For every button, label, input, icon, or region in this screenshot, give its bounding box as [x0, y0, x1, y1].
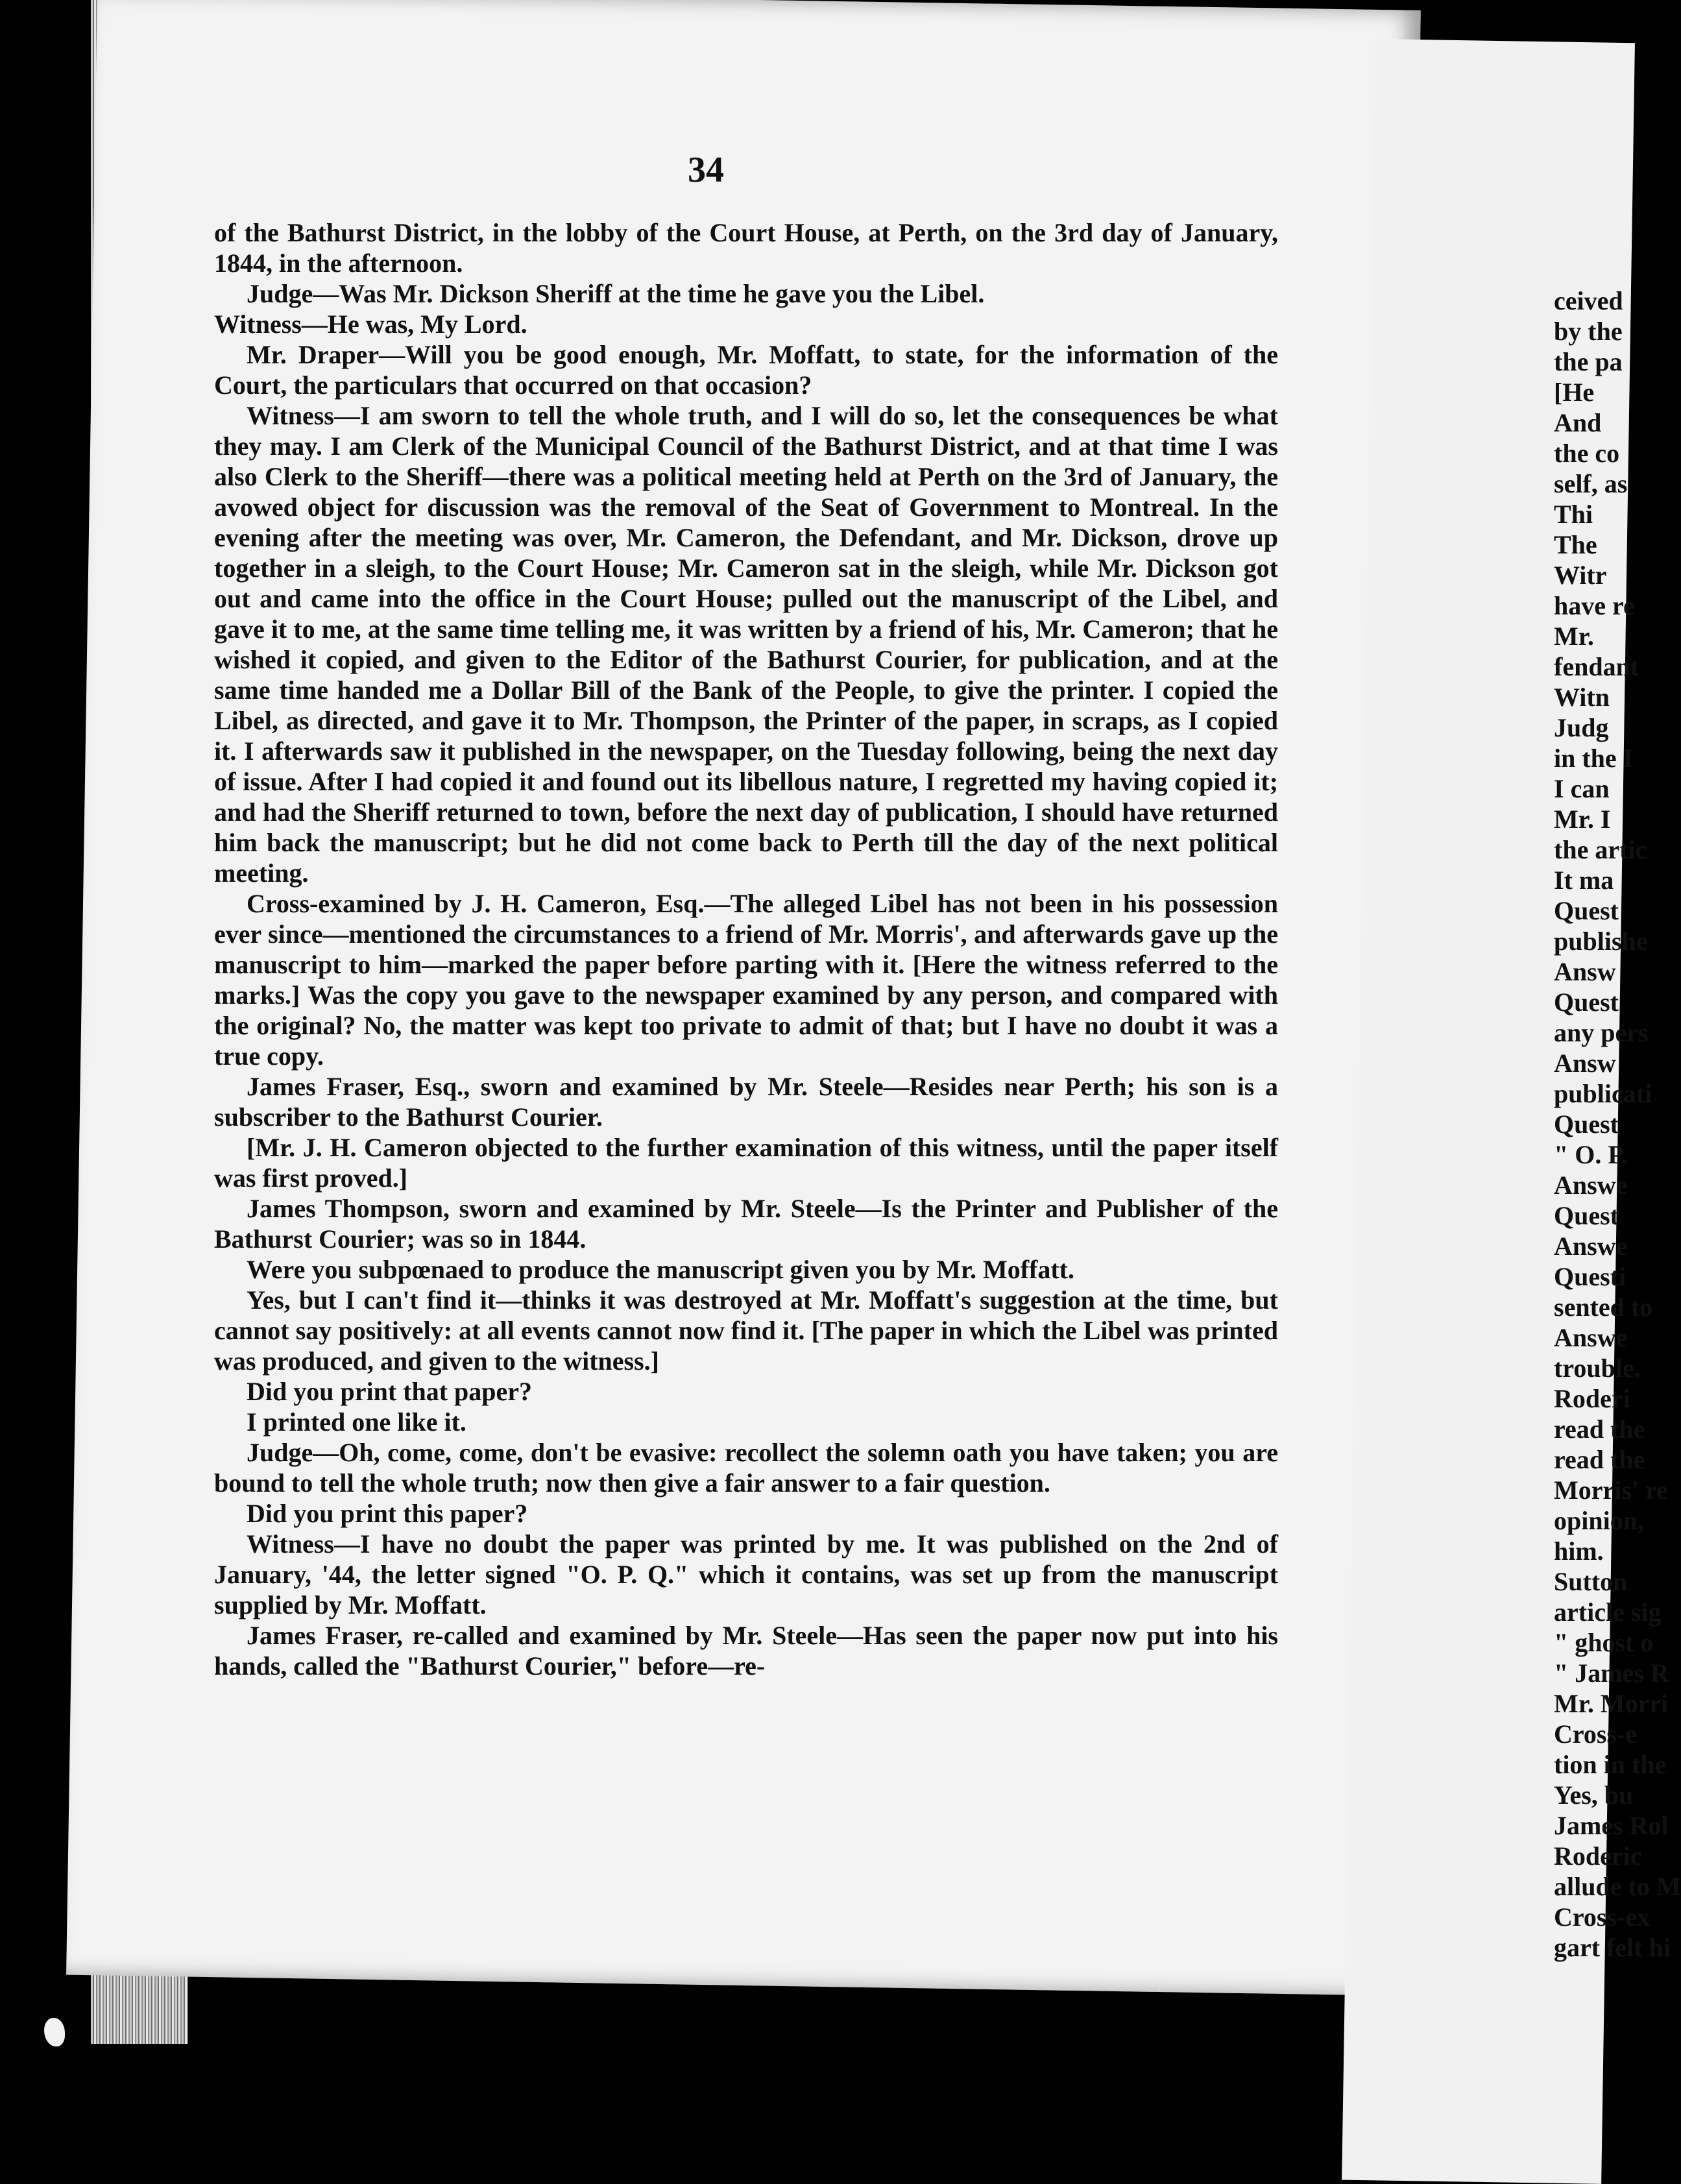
facing-page-line: by the	[1554, 317, 1623, 346]
paragraph: Mr. Draper—Will you be good enough, Mr. Moffatt, to state, for the information of the Court, the particulars that occurred on that occasion?	[214, 340, 1278, 400]
paragraph: James Fraser, re-called and examined by Mr. Steele—Has seen the paper now put into his hands, called the "Bathurst Courier," before—re-	[214, 1621, 1278, 1680]
facing-page-line: Yes, bu	[1554, 1780, 1634, 1810]
facing-page-line: Mr. Morri	[1554, 1689, 1669, 1718]
facing-page-line: Witr	[1554, 561, 1607, 590]
paragraph: Did you print that paper?	[247, 1377, 533, 1406]
paragraph: Witness—I have no doubt the paper was printed by me. It was published on the 2nd of January, '44, the letter signed "O. P. Q." which it contains, was set up from the manuscript supplied by Mr. Moffatt.	[214, 1529, 1278, 1620]
facing-page-line: the pa	[1554, 347, 1623, 376]
facing-page-line: allude to M	[1554, 1872, 1681, 1901]
facing-page-line: [He	[1554, 378, 1595, 407]
facing-page-line: fendant	[1554, 652, 1639, 681]
facing-page-line: Mr.	[1554, 622, 1594, 651]
paragraph: [Mr. J. H. Cameron objected to the further examination of this witness, until the paper itself was first proved.]	[214, 1133, 1278, 1193]
facing-page-line: Thi	[1554, 500, 1593, 529]
facing-page-line: Witn	[1554, 683, 1610, 712]
facing-page-line: ceived	[1554, 286, 1623, 315]
facing-page-line: publicati	[1554, 1079, 1652, 1108]
facing-page-line: Mr. I	[1554, 805, 1611, 834]
facing-page-line: Roderi	[1554, 1384, 1630, 1413]
facing-page-line: have re	[1554, 591, 1635, 620]
facing-page-line: article sig	[1554, 1597, 1662, 1627]
facing-page-line: Cross-ex	[1554, 1902, 1651, 1932]
facing-page-line: tion in the	[1554, 1750, 1667, 1779]
facing-page-line: opinion,	[1554, 1506, 1644, 1535]
paragraph: Did you print this paper?	[247, 1499, 528, 1528]
facing-page-line: trouble.	[1554, 1353, 1641, 1383]
facing-page-line: self, as	[1554, 469, 1628, 498]
paragraph: Cross-examined by J. H. Cameron, Esq.—The alleged Libel has not been in his possession ever since—mentioned the circumstances to a friend of Mr. Morris', and afterwards gave up the manuscript to him—marked the paper before parting with it. [Here the witness referred to the marks.] Was the copy you gave to the newspaper examined by any person, and compared with the original? No, the matter was kept too private to admit of that; but I have no doubt it was a true copy.	[214, 889, 1278, 1071]
facing-page-line: any pers	[1554, 1018, 1649, 1047]
paragraph: James Thompson, sworn and examined by Mr. Steele—Is the Printer and Publisher of the Bathurst Courier; was so in 1844.	[214, 1194, 1278, 1254]
facing-page-line: " James R	[1554, 1658, 1669, 1688]
facing-page-line: Answe	[1554, 1323, 1628, 1352]
facing-page-line: Sutton	[1554, 1567, 1628, 1596]
facing-page-line: Answ	[1554, 957, 1616, 986]
paper-blemish	[44, 2018, 65, 2046]
facing-page-line: read the	[1554, 1414, 1645, 1444]
facing-page-line: Answe	[1554, 1171, 1628, 1200]
paragraph: James Fraser, Esq., sworn and examined by Mr. Steele—Resides near Perth; his son is a subscriber to the Bathurst Courier.	[214, 1072, 1278, 1132]
facing-page-line: gart felt hi	[1554, 1933, 1671, 1962]
facing-page-line: sented to	[1554, 1292, 1653, 1322]
facing-page-line: Quest	[1554, 988, 1619, 1017]
facing-page-line: Quest	[1554, 896, 1619, 925]
facing-page-line: in the I	[1554, 744, 1634, 773]
facing-page-line: Cross-e	[1554, 1719, 1638, 1749]
facing-page-line: him.	[1554, 1536, 1604, 1566]
paragraph: of the Bathurst District, in the lobby of the Court House, at Perth, on the 3rd day of January, 1844, in the afternoon.	[214, 218, 1278, 278]
facing-page-line: Morris' re	[1554, 1475, 1668, 1505]
paragraph: Witness—I am sworn to tell the whole truth, and I will do so, let the consequences be what they may. I am Clerk of the Municipal Council of the Bathurst District, and at that time I was also Clerk to the Sheriff—there was a political meeting held at Perth on the 3rd of January, the avowed object for discussion was the removal of the Seat of Government to Montreal. In the evening after the meeting was over, Mr. Cameron, the Defendant, and Mr. Dickson, drove up together in a sleigh, to the Court House; Mr. Cameron sat in the sleigh, while Mr. Dickson got out and came into the office in the Court House; pulled out the manuscript of the Libel, and gave it to me, at the same time telling me, it was written by a friend of his, Mr. Cameron; that he wished it copied, and given to the Editor of the Bathurst Courier, for publication, and at the same time handed me a Dollar Bill of the Bank of the People, to give the printer. I copied the Libel, as directed, and gave it to Mr. Thompson, the Printer of the paper, in scraps, as I copied it. I afterwards saw it published in the newspaper, on the Tuesday following, being the next day of issue. After I had copied it and found out its libellous nature, I regretted my having copied it; and had the Sheriff returned to town, before the next day of publication, I should have returned him back the manuscript; but he did not come back to Perth till the day of the next political meeting.	[214, 401, 1278, 888]
facing-page-line: I can	[1554, 774, 1610, 803]
facing-page-text	[1554, 285, 1681, 1963]
facing-page-line: Answe	[1554, 1232, 1628, 1261]
facing-page-line: Roderic	[1554, 1841, 1642, 1871]
facing-page-line: " O. P.	[1554, 1140, 1628, 1169]
facing-page-line: publishe	[1554, 927, 1648, 956]
paragraph: Were you subpœnaed to produce the manuscript given you by Mr. Moffatt.	[247, 1255, 1074, 1284]
facing-page-line: the co	[1554, 439, 1620, 468]
paragraph: Judge—Oh, come, come, don't be evasive: recollect the solemn oath you have taken; you are bound to tell the whole truth; now then give a fair answer to a fair question.	[214, 1438, 1278, 1498]
page-body	[214, 217, 1278, 1681]
facing-page-line: James Rol	[1554, 1811, 1669, 1840]
facing-page-line: read the	[1554, 1445, 1645, 1474]
facing-page-line: Judg	[1554, 713, 1609, 742]
paragraph: Witness—He was, My Lord.	[214, 309, 527, 339]
facing-page-line: " ghost o	[1554, 1628, 1654, 1657]
page-number: 34	[688, 150, 724, 190]
paragraph: Yes, but I can't find it—thinks it was destroyed at Mr. Moffatt's suggestion at the time, but cannot say positively: at all events cannot now find it. [The paper in which the Libel was printed was produced, and given to the witness.]	[214, 1285, 1278, 1376]
facing-page-line: the artic	[1554, 835, 1647, 864]
facing-page-line: The	[1554, 530, 1597, 559]
facing-page-line: Quest	[1554, 1201, 1619, 1230]
paragraph: I printed one like it.	[247, 1407, 466, 1437]
facing-page-line: And	[1554, 408, 1602, 437]
paragraph: Judge—Was Mr. Dickson Sheriff at the time he gave you the Libel.	[247, 279, 985, 308]
facing-page-line: It ma	[1554, 866, 1614, 895]
facing-page-line: Answ	[1554, 1049, 1616, 1078]
facing-page-line: Quest	[1554, 1110, 1619, 1139]
facing-page-line: Questi	[1554, 1262, 1627, 1291]
